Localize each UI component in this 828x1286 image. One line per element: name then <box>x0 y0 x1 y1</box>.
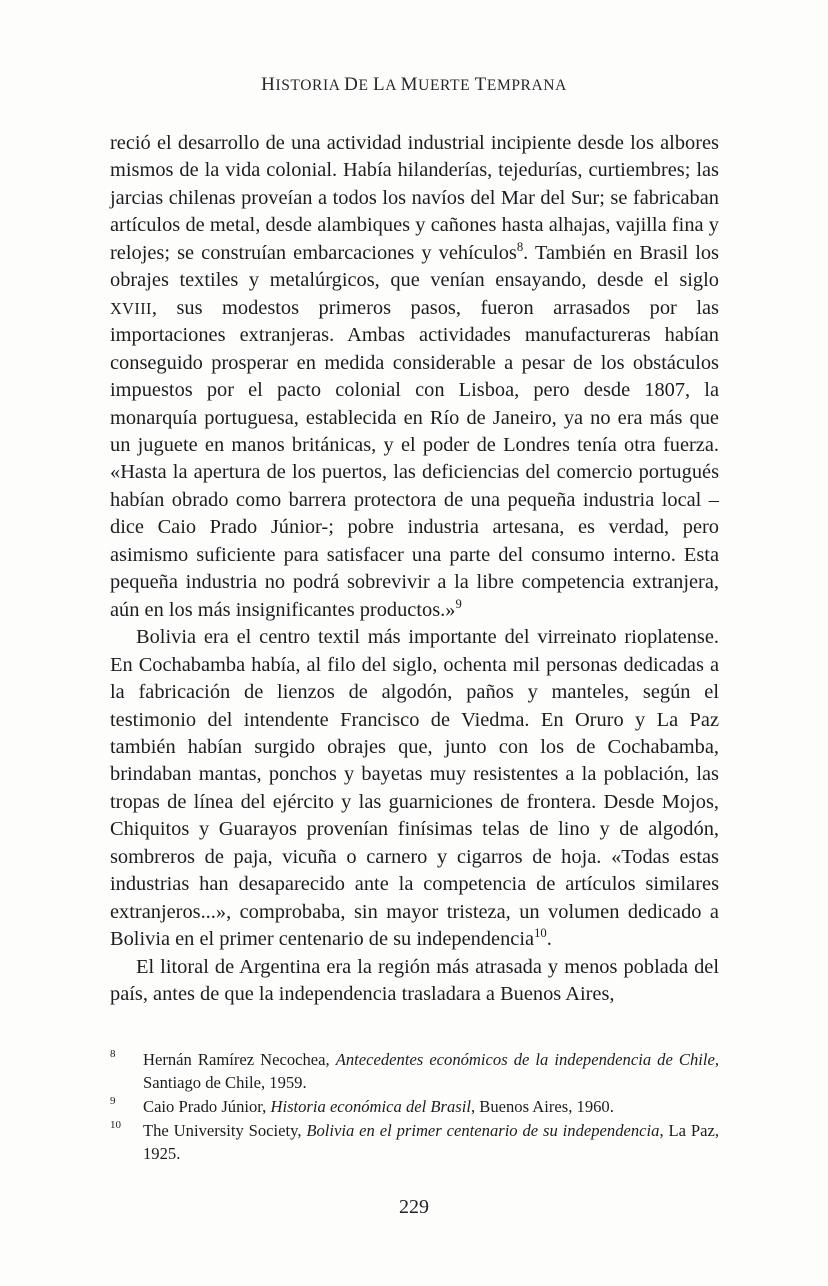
running-head-initial: D <box>344 74 359 95</box>
italic-title: Antecedentes económicos de la independencia de Chile <box>335 1050 715 1069</box>
running-head-word: DE <box>344 74 369 95</box>
body-paragraph: reció el desarrollo de una actividad industrial incipiente desde los albores mismos de la vida colonial. Había hilanderías, tejedurías, curtiembres; las jarcias chilenas proveían a todos los navíos del Mar del Sur; se fabricaban artículos de metal, desde alambiques y cañones hasta alhajas, vajilla fina y relojes; se construían embarcaciones y vehículos$^8$. También en Brasil los obrajes textiles y metalúrgicos, que venían ensayando, desde el siglo XVIII, sus modestos primeros pasos, fueron arrasados por las importaciones extranjeras. Ambas actividades manufactureras habían conseguido prosperar en medida considerable a pesar de los obstáculos impuestos por el pacto colonial con Lisboa, pero desde 1807, la monarquía portuguesa, establecida en Río de Janeiro, ya no era más que un juguete en manos británicas, y el poder de Londres tenía otra fuerza. «Hasta la apertura de los puertos, las deficiencias del comercio portugués habían obrado como barrera protectora de una pequeña industria local –dice Caio Prado Júnior-; pobre industria artesana, es verdad, pero asimismo suficiente para satisfacer una parte del consumo interno. Esta pequeña industria no podrá sobrevivir a la libre competencia extranjera, aún en los más insignificantes productos.»$^9$ <box>110 132 719 621</box>
small-caps-text: XVIII <box>110 298 152 318</box>
running-head-initial: L <box>373 74 386 95</box>
footnote-text: Hernán Ramírez Necochea, Antecedentes económicos de la independencia de Chile, Santiago de Chile, 1959. <box>143 1050 719 1093</box>
running-head-word: LA <box>373 74 397 95</box>
running-head-initial: M <box>400 74 419 95</box>
footnote-number: 8 <box>110 1048 116 1060</box>
footnote-entry <box>110 1119 719 1165</box>
body-text-block <box>110 130 719 1009</box>
page-number: 229 <box>399 1196 429 1218</box>
footnotes-section <box>110 1048 719 1166</box>
footnote-number: 9 <box>110 1094 116 1107</box>
running-head <box>110 74 718 96</box>
italic-title: Bolivia en el primer centenario de su independencia <box>306 1120 660 1140</box>
footnote-entry <box>110 1095 719 1118</box>
running-head-initial: T <box>474 74 487 95</box>
footnote-text: The University Society, Bolivia en el primer centenario de su independencia, La Paz, 1925. <box>143 1120 719 1163</box>
body-paragraph: Bolivia era el centro textil más importante del virreinato rioplatense. En Cochabamba había, al filo del siglo, ochenta mil personas dedicadas a la fabricación de lienzos de algodón, paños y manteles, según el testimonio del intendente Francisco de Viedma. En Oruro y La Paz también habían surgido obrajes que, junto con los de Cochabamba, brindaban mantas, ponchos y bayetas muy resistentes a la población, las tropas de línea del ejército y las guarniciones de frontera. Desde Mojos, Chiquitos y Guarayos provenían finísimas telas de lino y de algodón, sombreros de paja, vicuña o carnero y cigarros de hoja. «Todas estas industrias han desaparecido ante la competencia de artículos similares extranjeros...», comprobaba, sin mayor tristeza, un volumen dedicado a Bolivia en el primer centenario de su independencia$^{10}$. <box>110 626 719 951</box>
footnote-marker[interactable]: 9 <box>455 596 462 611</box>
running-head-word: TEMPRANA <box>474 74 567 95</box>
footnote-marker[interactable]: 10 <box>534 926 547 941</box>
footnote-text: Caio Prado Júnior, Historia económica del Brasil, Buenos Aires, 1960. <box>143 1096 614 1116</box>
footnote-number: 10 <box>110 1118 121 1131</box>
running-head-word: MUERTE <box>400 74 471 95</box>
body-paragraph: El litoral de Argentina era la región más atrasada y menos poblada del país, antes de que la independencia trasladara a Buenos Aires, <box>110 955 719 1006</box>
footnote-entry <box>110 1048 719 1094</box>
running-head-word: HISTORIA <box>261 74 340 95</box>
italic-title: Historia económica del Brasil <box>270 1096 471 1116</box>
running-head-initial: H <box>261 74 276 95</box>
footnote-marker[interactable]: 8 <box>516 240 524 255</box>
